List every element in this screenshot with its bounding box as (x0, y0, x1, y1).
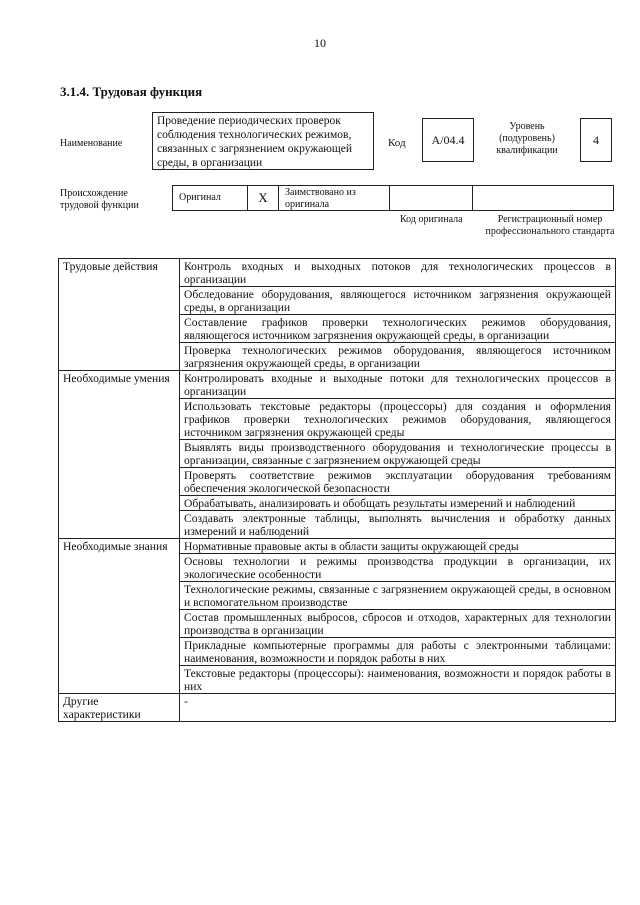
labor-actions-item: Составление графиков проверки технологических режимов оборудования, являющегося источником загрязнения окружающей среды, в организации (180, 315, 616, 343)
original-mark-cell (247, 185, 279, 211)
page-number: 10 (314, 36, 326, 50)
qualification-level-label: Уровень (подуровень) квалификации (496, 121, 558, 156)
function-table (58, 258, 616, 722)
labor-actions-heading: Трудовые действия (59, 259, 180, 371)
required-skills-item: Проверять соответствие режимов эксплуатации оборудования требованиям обеспечения экологической безопасности (180, 468, 616, 496)
name-label: Наименование (60, 138, 123, 149)
required-knowledge-item: Состав промышленных выбросов, сбросов и отходов, характерных для технологии производства в организации (180, 610, 616, 638)
origin-row (172, 185, 614, 211)
borrowed-label: Заимствовано из оригинала (285, 187, 356, 210)
required-skills-heading: Необходимые умения (59, 371, 180, 539)
registration-number-label: Регистрационный номер профессионального стандарта (485, 214, 615, 237)
required-knowledge-heading: Необходимые знания (59, 539, 180, 694)
qualification-level-box: 4 (580, 118, 612, 162)
borrowed-label-cell (278, 185, 390, 211)
required-knowledge-item: Нормативные правовые акты в области защиты окружающей среды (180, 539, 616, 554)
required-skills-item: Контролировать входные и выходные потоки для технологических процессов в организации (180, 371, 616, 399)
labor-actions-item: Обследование оборудования, являющегося источником загрязнения окружающей среды, в организации (180, 287, 616, 315)
required-knowledge-item: Текстовые редакторы (процессоры): наименования, возможности и порядок работы в них (180, 666, 616, 694)
original-mark: X (258, 190, 268, 205)
original-code-cell (389, 185, 473, 211)
table-row (59, 259, 616, 287)
function-name-box: Проведение периодических проверок соблюдения технологических режимов, связанных с загрязнением окружающей среды, в организации (152, 112, 374, 170)
required-skills-item: Обрабатывать, анализировать и обобщать результаты измерений и наблюдений (180, 496, 616, 511)
required-knowledge-item: Прикладные компьютерные программы для работы с электронными таблицами: наименования, возможности и порядок работы в них (180, 638, 616, 666)
table-row (59, 371, 616, 399)
labor-actions-item: Проверка технологических режимов оборудования, являющегося источником загрязнения окружающей среды, в организации (180, 343, 616, 371)
required-knowledge-item: Основы технологии и режимы производства продукции в организации, их экологические особенности (180, 554, 616, 582)
original-label-cell (172, 185, 248, 211)
table-row (59, 694, 616, 722)
other-characteristics-item: - (180, 694, 616, 722)
labor-actions-item: Контроль входных и выходных потоков для технологических процессов в организации (180, 259, 616, 287)
required-skills-item: Создавать электронные таблицы, выполнять вычисления и обработку данных измерений и наблюдений (180, 511, 616, 539)
code-label: Код (388, 137, 406, 149)
required-skills-item: Использовать текстовые редакторы (процессоры) для создания и оформления графиков проверки технологических режимов оборудования, являющегося источником загрязнения окружающей среды (180, 399, 616, 440)
code-original-label: Код оригинала (400, 214, 463, 225)
section-title: 3.1.4. Трудовая функция (60, 84, 203, 99)
original-label: Оригинал (179, 192, 221, 203)
required-skills-item: Выявлять виды производственного оборудования и технологические процессы в организации, связанные с загрязнением окружающей среды (180, 440, 616, 468)
required-knowledge-item: Технологические режимы, связанные с загрязнением окружающей среды, в основном и вспомогательном производстве (180, 582, 616, 610)
other-characteristics-heading: Другие характеристики (59, 694, 180, 722)
registration-number-cell (472, 185, 614, 211)
table-row (59, 539, 616, 554)
code-value-box: A/04.4 (422, 118, 474, 162)
origin-label: Происхождение трудовой функции (60, 188, 139, 211)
